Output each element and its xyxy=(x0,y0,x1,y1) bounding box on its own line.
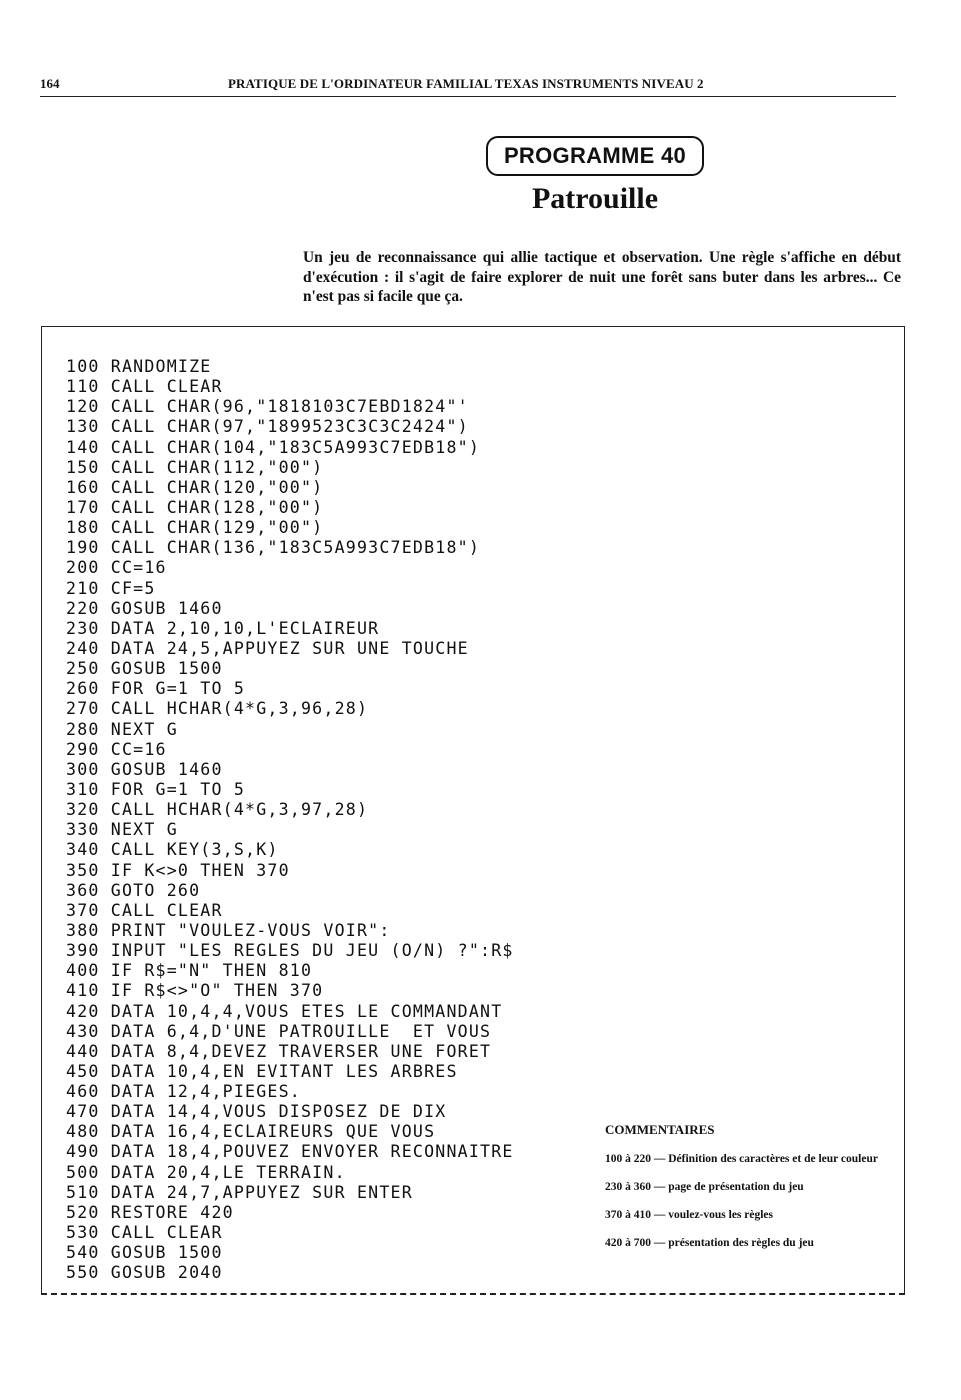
code-line: 350 IF K<>0 THEN 370 xyxy=(66,860,290,880)
code-line: 140 CALL CHAR(104,"183C5A993C7EDB18") xyxy=(66,437,481,457)
code-line: 430 DATA 6,4,D'UNE PATROUILLE ET VOUS xyxy=(66,1021,492,1041)
code-line: 150 CALL CHAR(112,"00") xyxy=(66,457,324,477)
code-line: 100 RANDOMIZE xyxy=(66,357,212,376)
comment-item: 100 à 220 — Définition des caractères et de leur couleur xyxy=(605,1153,878,1165)
code-line: 370 CALL CLEAR xyxy=(66,900,223,920)
code-line: 220 GOSUB 1460 xyxy=(66,598,223,618)
comments-title: COMMENTAIRES xyxy=(605,1122,715,1137)
comment-item: 230 à 360 — page de présentation du jeu xyxy=(605,1181,804,1193)
code-line: 320 CALL HCHAR(4*G,3,97,28) xyxy=(66,800,369,820)
code-line: 160 CALL CHAR(120,"00") xyxy=(66,477,324,497)
code-line: 470 DATA 14,4,VOUS DISPOSEZ DE DIX xyxy=(66,1102,447,1122)
code-line: 210 CF=5 xyxy=(66,578,156,598)
program-title: Patrouille xyxy=(531,182,659,215)
code-line: 270 CALL HCHAR(4*G,3,96,28) xyxy=(66,699,369,719)
code-line: 520 RESTORE 420 xyxy=(66,1202,234,1222)
running-head: PRATIQUE DE L'ORDINATEUR FAMILIAL TEXAS INSTRUMENTS NIVEAU 2 xyxy=(228,76,704,91)
code-line: 480 DATA 16,4,ECLAIREURS QUE VOUS xyxy=(66,1122,436,1142)
code-line: 400 IF R$="N" THEN 810 xyxy=(66,961,313,981)
page-header xyxy=(40,74,896,97)
code-line: 300 GOSUB 1460 xyxy=(66,759,223,779)
code-line: 460 DATA 12,4,PIEGES. xyxy=(66,1082,301,1102)
code-line: 170 CALL CHAR(128,"00") xyxy=(66,497,324,517)
code-line: 450 DATA 10,4,EN EVITANT LES ARBRES xyxy=(66,1061,458,1081)
code-line: 120 CALL CHAR(96,"1818103C7EBD1824"' xyxy=(66,397,469,417)
code-line: 330 NEXT G xyxy=(66,820,178,840)
code-line: 290 CC=16 xyxy=(66,739,167,759)
comment-item: 370 à 410 — voulez-vous les règles xyxy=(605,1209,774,1221)
code-line: 490 DATA 18,4,POUVEZ ENVOYER RECONNAITRE xyxy=(66,1142,514,1162)
program-badge: PROGRAMME 40 xyxy=(486,136,704,176)
code-line: 110 CALL CLEAR xyxy=(66,377,223,397)
code-line: 200 CC=16 xyxy=(66,558,167,578)
code-line: 510 DATA 24,7,APPUYEZ SUR ENTER xyxy=(66,1182,413,1202)
comment-item: 420 à 700 — présentation des règles du jeu xyxy=(605,1237,814,1249)
code-line: 440 DATA 8,4,DEVEZ TRAVERSER UNE FORET xyxy=(66,1041,492,1061)
code-line: 280 NEXT G xyxy=(66,719,178,739)
code-line: 380 PRINT "VOULEZ-VOUS VOIR": xyxy=(66,920,391,940)
code-line: 390 INPUT "LES REGLES DU JEU (O/N) ?":R$ xyxy=(66,941,514,961)
basic-listing xyxy=(66,357,514,1283)
code-line: 230 DATA 2,10,10,L'ECLAIREUR xyxy=(66,618,380,638)
code-line: 540 GOSUB 1500 xyxy=(66,1243,223,1263)
continuation-dashed-line xyxy=(41,1293,905,1295)
code-line: 250 GOSUB 1500 xyxy=(66,659,223,679)
code-line: 340 CALL KEY(3,S,K) xyxy=(66,840,279,860)
code-line: 550 GOSUB 2040 xyxy=(66,1263,223,1283)
code-line: 190 CALL CHAR(136,"183C5A993C7EDB18") xyxy=(66,538,481,558)
code-line: 410 IF R$<>"O" THEN 370 xyxy=(66,981,324,1001)
code-line: 360 GOTO 260 xyxy=(66,880,201,900)
code-line: 310 FOR G=1 TO 5 xyxy=(66,779,246,799)
page-number: 164 xyxy=(40,76,60,91)
code-line: 530 CALL CLEAR xyxy=(66,1223,223,1243)
code-line: 130 CALL CHAR(97,"1899523C3C3C2424") xyxy=(66,417,469,437)
program-intro: Un jeu de reconnaissance qui allie tactique et observation. Une règle s'affiche en début d'exécution : il s'agit de faire explorer de nuit une forêt sans buter dans les arbres... Ce n'est pas si facile que ça. xyxy=(303,249,901,305)
code-line: 260 FOR G=1 TO 5 xyxy=(66,679,246,699)
comments-panel xyxy=(605,1122,895,1264)
code-line: 180 CALL CHAR(129,"00") xyxy=(66,518,324,538)
code-line: 500 DATA 20,4,LE TERRAIN. xyxy=(66,1162,346,1182)
code-line: 420 DATA 10,4,4,VOUS ETES LE COMMANDANT xyxy=(66,1001,503,1021)
code-line: 240 DATA 24,5,APPUYEZ SUR UNE TOUCHE xyxy=(66,638,469,658)
